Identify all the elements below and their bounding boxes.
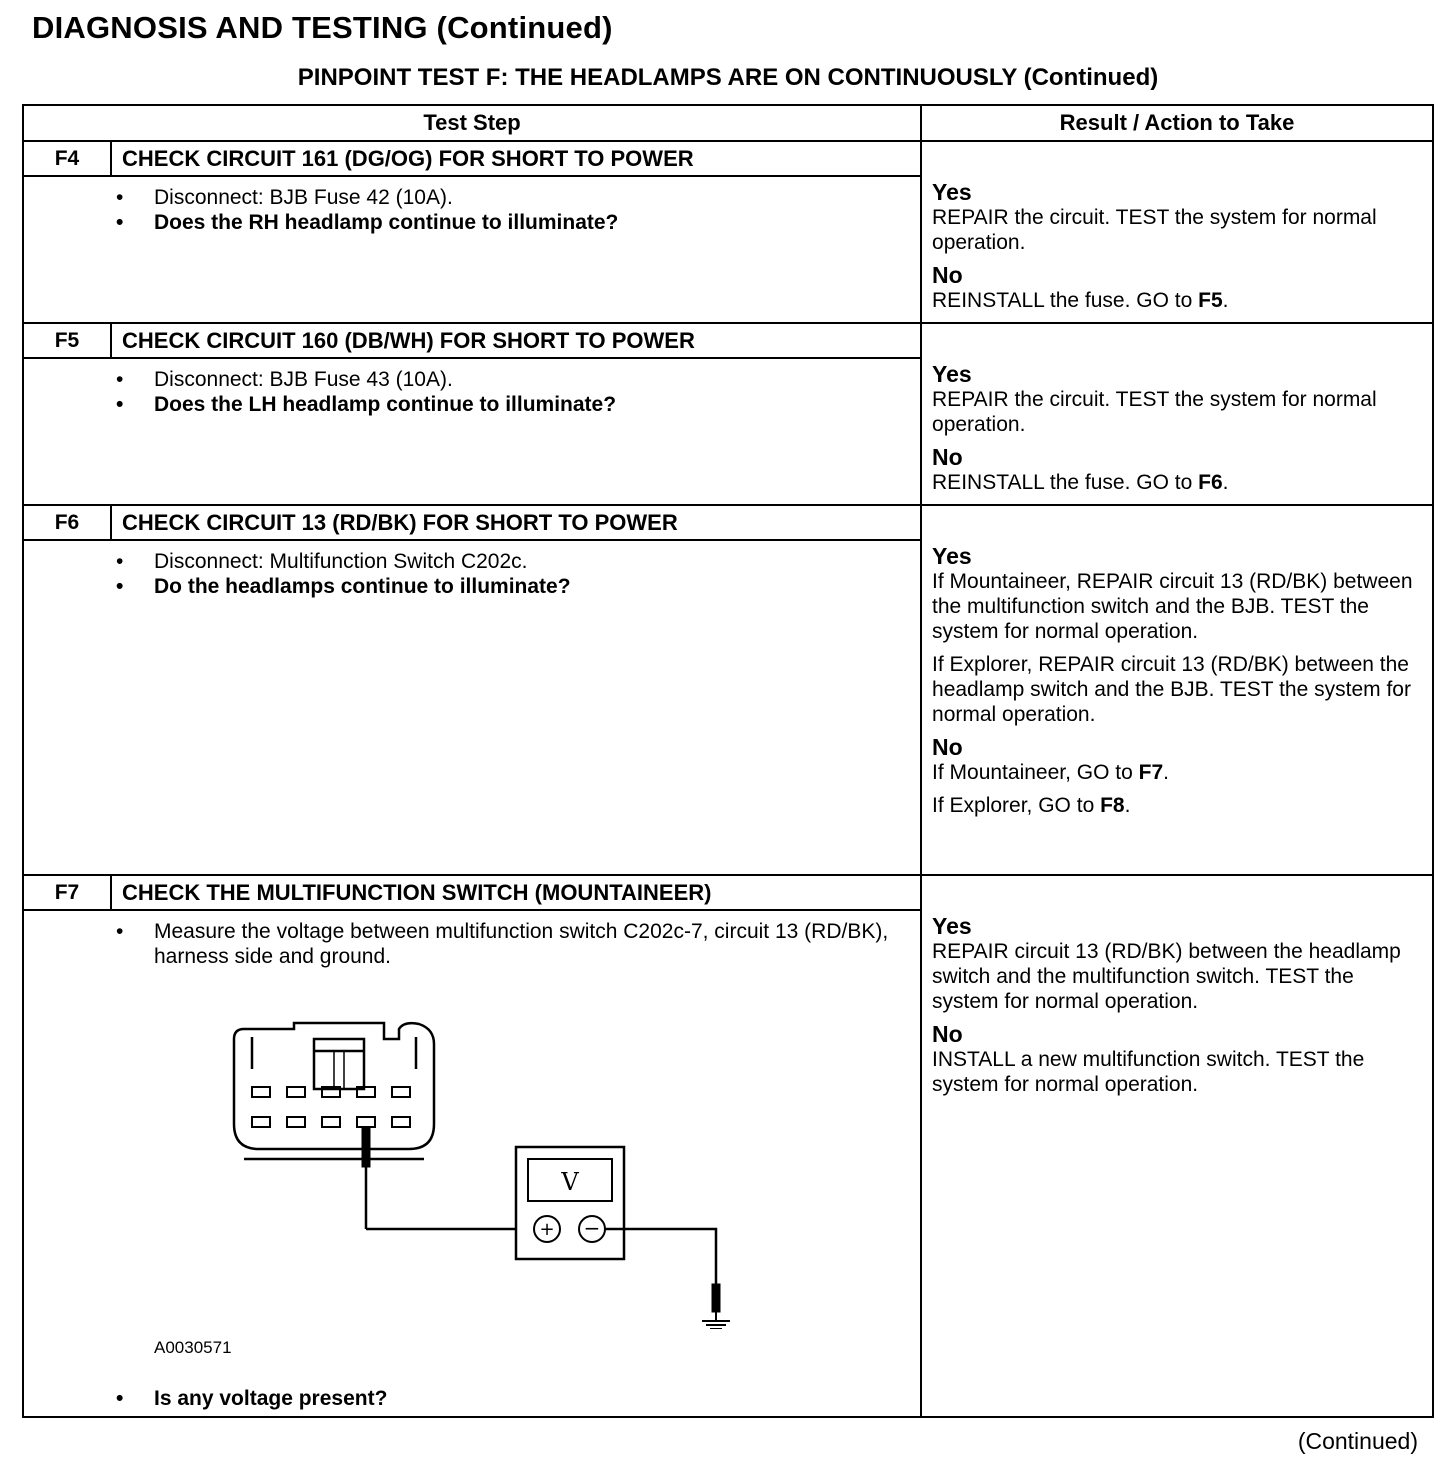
action-list <box>24 549 920 599</box>
step-f5-body <box>23 358 921 505</box>
column-header-test-step: Test Step <box>23 105 921 141</box>
no-action: INSTALL a new multifunction switch. TEST the system for normal operation. <box>932 1048 1365 1096</box>
positive-terminal-label: + <box>539 1219 555 1240</box>
step-f7-title-row <box>23 875 1433 910</box>
step-f4-body <box>23 176 921 323</box>
yes-label: Yes <box>932 361 972 387</box>
step-f6-title-row <box>23 505 1433 540</box>
connector-lock-tab <box>314 1039 364 1089</box>
no-action-explorer: If Explorer, GO to F8. <box>932 794 1131 817</box>
yes-label: Yes <box>932 913 972 939</box>
yes-action-explorer: If Explorer, REPAIR circuit 13 (RD/BK) between the headlamp switch and the BJB. TEST the system for normal operation. <box>932 653 1411 726</box>
step-title: CHECK CIRCUIT 161 (DG/OG) FOR SHORT TO POWER <box>111 141 921 176</box>
no-label: No <box>932 734 963 760</box>
no-action-text: If Explorer, GO to <box>932 794 1095 817</box>
yes-label: Yes <box>932 543 972 569</box>
action-item: • Disconnect: BJB Fuse 43 (10A). <box>154 367 920 392</box>
connector-pins <box>252 1087 410 1127</box>
action-item: • Disconnect: BJB Fuse 42 (10A). <box>154 185 920 210</box>
step-id: F4 <box>23 141 111 176</box>
step-f7-body <box>23 910 921 1417</box>
pinpoint-test-title: PINPOINT TEST F: THE HEADLAMPS ARE ON CONTINUOUSLY (Continued) <box>297 64 1159 91</box>
step-f4-title-row <box>23 141 1433 176</box>
no-label: No <box>932 1021 963 1047</box>
yes-action: REPAIR circuit 13 (RD/BK) between the headlamp switch and the multifunction switch. TEST the system for normal operation. <box>932 940 1401 1013</box>
action-item: • Measure the voltage between multifunction switch C202c-7, circuit 13 (RD/BK), harness side and ground. <box>154 919 920 969</box>
step-f7-result <box>921 875 1433 1417</box>
negative-terminal-label: − <box>583 1216 601 1240</box>
yes-action: REPAIR the circuit. TEST the system for normal operation. <box>932 206 1377 254</box>
action-list <box>24 919 920 969</box>
step-f5-result <box>921 323 1433 505</box>
goto-step: F6 <box>1198 471 1223 494</box>
action-question: • Do the headlamps continue to illuminate? <box>154 574 920 599</box>
step-title: CHECK CIRCUIT 160 (DB/WH) FOR SHORT TO POWER <box>111 323 921 358</box>
step-f6-result <box>921 505 1433 875</box>
step-f5-title-row <box>23 323 1433 358</box>
no-action-mountaineer: If Mountaineer, GO to F7. <box>932 761 1169 784</box>
step-id: F7 <box>23 875 111 910</box>
connector-voltmeter-diagram <box>194 999 754 1329</box>
no-action: REINSTALL the fuse. GO to F6. <box>932 471 1229 494</box>
table-header-row <box>23 105 1433 141</box>
column-header-result: Result / Action to Take <box>921 105 1433 141</box>
no-action-text: REINSTALL the fuse. GO to <box>932 471 1193 494</box>
voltmeter-icon <box>516 1147 624 1259</box>
ground-icon <box>702 1284 730 1329</box>
step-f6-body <box>23 540 921 875</box>
meter-label: V <box>561 1168 579 1196</box>
goto-step: F8 <box>1100 794 1125 817</box>
step-id: F6 <box>23 505 111 540</box>
figure-id: A0030571 <box>154 1338 232 1357</box>
negative-lead <box>605 1229 716 1284</box>
no-label: No <box>932 262 963 288</box>
no-action: REINSTALL the fuse. GO to F5. <box>932 289 1229 312</box>
step-title: CHECK THE MULTIFUNCTION SWITCH (MOUNTAINEER) <box>111 875 921 910</box>
pinpoint-test-table <box>22 104 1434 1418</box>
no-label: No <box>932 444 963 470</box>
positive-probe <box>362 1127 370 1229</box>
action-list <box>24 367 920 417</box>
action-question: • Does the RH headlamp continue to illuminate? <box>154 210 920 235</box>
yes-label: Yes <box>932 179 972 205</box>
step-f4-result <box>921 141 1433 323</box>
no-action-text: REINSTALL the fuse. GO to <box>932 289 1193 312</box>
step-title: CHECK CIRCUIT 13 (RD/BK) FOR SHORT TO POWER <box>111 505 921 540</box>
action-list <box>24 185 920 235</box>
continued-note: (Continued) <box>1297 1428 1418 1454</box>
action-item: • Disconnect: Multifunction Switch C202c. <box>154 549 920 574</box>
action-list <box>24 1386 920 1411</box>
goto-step: F7 <box>1138 761 1164 784</box>
action-question: • Does the LH headlamp continue to illuminate? <box>154 392 920 417</box>
no-action-text: If Mountaineer, GO to <box>932 761 1133 784</box>
yes-action: REPAIR the circuit. TEST the system for normal operation. <box>932 388 1377 436</box>
goto-step: F5 <box>1198 289 1223 312</box>
action-question: • Is any voltage present? <box>154 1386 920 1411</box>
yes-action-mountaineer: If Mountaineer, REPAIR circuit 13 (RD/BK) between the multifunction switch and the BJB. TEST the system for normal operation. <box>932 570 1413 643</box>
page-title: DIAGNOSIS AND TESTING (Continued) <box>32 10 613 45</box>
step-id: F5 <box>23 323 111 358</box>
